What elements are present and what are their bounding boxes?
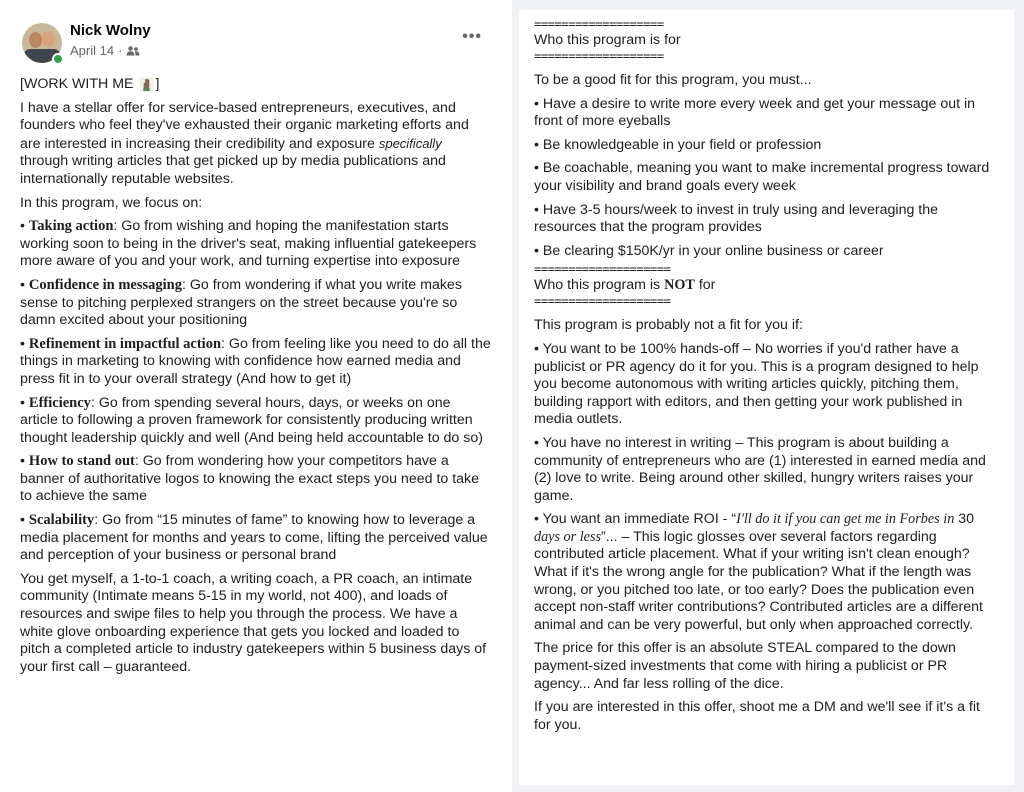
divider: =================== bbox=[534, 18, 664, 30]
focus-item: • Scalability: Go from “15 minutes of fame” to knowing how to leverage a media placement for months and years to come, lifting the perceived value and perception of your business or personal brand bbox=[20, 512, 488, 564]
price-paragraph: The price for this offer is an absolute STEAL compared to the down payment-sized investments that come with hiring a publicist or PR agency... And far less rolling of the dice. bbox=[534, 640, 956, 692]
raised-hand-emoji-icon bbox=[139, 77, 154, 92]
not-fit-intro: This program is probably not a fit for you if: bbox=[534, 317, 803, 334]
work-with-me-line: [WORK WITH ME ] bbox=[20, 76, 160, 92]
fit-item: • Have a desire to write more every week and get your message out in front of more eyeballs bbox=[534, 95, 976, 130]
not-fit-item-roi: • You want an immediate ROI - “I'll do it if you can get me in Forbes in 30 days or less”... – This logic glosses over several factors regarding contributed article placement. What if your writing isn't clean enough? What if it's the wrong angle for the publication? What if the length was wrong, or you pitched too late, or too early? Does the publication even accept non-staff writer contributions? Contributed articles are a different animal and can be very powerful, but only when approached correctly. bbox=[534, 511, 983, 633]
author-name[interactable]: Nick Wolny bbox=[70, 22, 151, 39]
focus-item: • Confidence in messaging: Go from wondering if what you write makes sense to pitching perplexed strangers on the street because you're so damn excited about your positioning bbox=[20, 276, 462, 329]
intro-paragraph: I have a stellar offer for service-based entrepreneurs, executives, and founders who feel they've exhausted their organic marketing efforts and are interested in increasing their credibility and exposure specifically through writing articles that get picked up by media publications and internationally reputable websites. bbox=[20, 99, 469, 187]
who-for-title: Who this program is for bbox=[534, 32, 681, 48]
divider: =================== bbox=[534, 50, 664, 62]
online-status-icon bbox=[52, 53, 64, 65]
fit-item: • Be clearing $150K/yr in your online business or career bbox=[534, 242, 884, 259]
focus-item: • Taking action: Go from wishing and hoping the manifestation starts working soon to being in the driver's seat, making influential gatekeepers more aware of you and your work, and turning expertise into exposure bbox=[20, 218, 477, 270]
focus-item: • Refinement in impactful action: Go from feeling like you need to do all the things in marketing to knowing with confidence how earned media and press fit in to your overall strategy (And how to get it) bbox=[20, 335, 491, 387]
you-get-paragraph: You get myself, a 1-to-1 coach, a writing coach, a PR coach, an intimate community (Intimate means 5-15 in my world, not 400), and loads of resources and swipe files to help you through the process. We have a white glove onboarding experience that gets you locked and loaded to pitch a completed article to industry gatekeepers within 5 business days of your first call – guaranteed. bbox=[20, 570, 487, 675]
post-body-left bbox=[20, 76, 492, 676]
more-options-icon[interactable]: ••• bbox=[462, 28, 482, 45]
post-header bbox=[20, 22, 492, 78]
divider: ==================== bbox=[534, 263, 671, 276]
not-for-title: Who this program is NOT for bbox=[534, 277, 716, 294]
post-date[interactable]: April 14 bbox=[70, 43, 115, 58]
fit-item: • Be coachable, meaning you want to make incremental progress toward your visibility and brand goals every week bbox=[534, 160, 990, 194]
focus-item: • How to stand out: Go from wondering how your competitors have a banner of authoritative logos to knowing the exact steps you need to take to achieve the same bbox=[20, 453, 480, 505]
cta-paragraph: If you are interested in this offer, shoot me a DM and we'll see if it's a fit for you. bbox=[534, 699, 980, 733]
post-card-left bbox=[6, 8, 506, 718]
focus-heading: In this program, we focus on: bbox=[20, 194, 203, 211]
not-fit-item-no-interest: • You have no interest in writing – This program is about building a community of entrepreneurs who are (1) interested in earned media and (2) love to write. Being around other skilled, hungry writers raises your game. bbox=[534, 434, 986, 504]
divider: ==================== bbox=[534, 295, 671, 308]
post-card-right bbox=[519, 10, 1014, 785]
friends-audience-icon bbox=[126, 46, 140, 56]
fit-item: • Be knowledgeable in your field or profession bbox=[534, 136, 822, 153]
fit-item: • Have 3-5 hours/week to invest in truly using and leveraging the resources that the program provides bbox=[534, 201, 939, 236]
post-meta: April 14 · bbox=[70, 43, 140, 58]
post-body-right bbox=[534, 18, 1000, 734]
focus-item: • Efficiency: Go from spending several hours, days, or weeks on one article to following a proven framework for consistently producing written thought leadership quickly and well (And being held accountable to do so) bbox=[20, 394, 483, 446]
not-fit-item-hands-off: • You want to be 100% hands-off – No worries if you'd rather have a publicist or PR agency do it for you. This is a program designed to help you become autonomous with writing articles quickly, pitching them, building rapport with editors, and then getting your work published in media outlets. bbox=[534, 340, 979, 428]
good-fit-intro: To be a good fit for this program, you must... bbox=[534, 72, 812, 88]
